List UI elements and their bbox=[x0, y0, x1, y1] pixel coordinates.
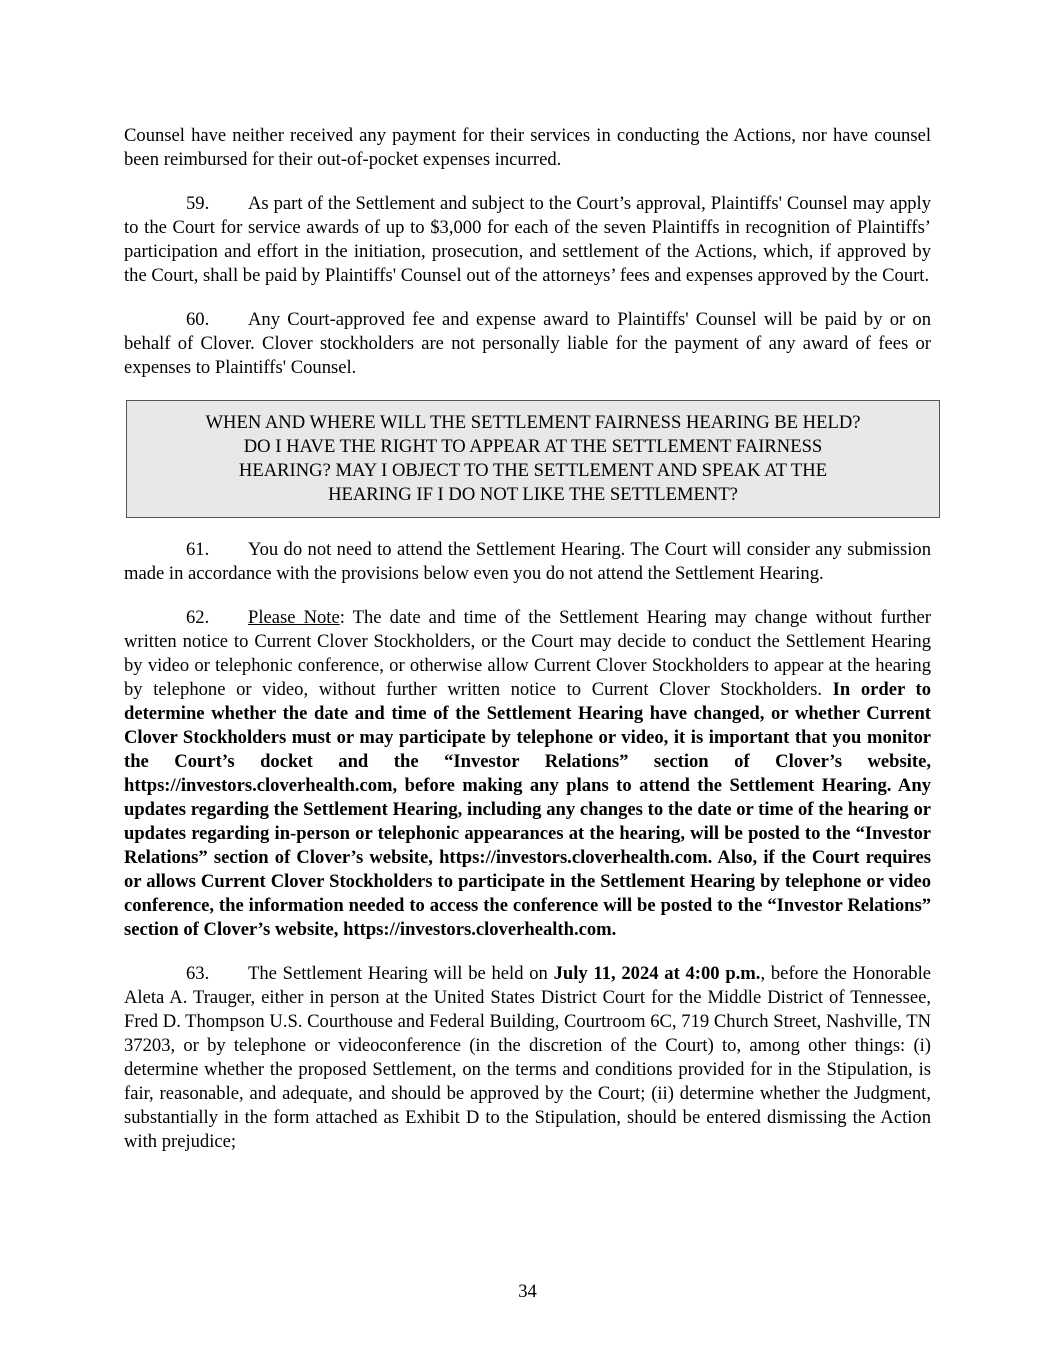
paragraph-text: The Settlement Hearing will be held on bbox=[248, 963, 554, 984]
paragraph-number: 63. bbox=[186, 963, 210, 984]
paragraph-62 bbox=[124, 606, 931, 942]
paragraph-number: 60. bbox=[186, 309, 210, 330]
paragraph-60 bbox=[124, 308, 931, 380]
heading-line: HEARING IF I DO NOT LIKE THE SETTLEMENT? bbox=[328, 484, 738, 505]
paragraph-number: 59. bbox=[186, 193, 210, 214]
document-body bbox=[124, 124, 931, 1154]
paragraph-text: : The date and time of the Settlement Hearing may change without further written notice to Current Clover Stockholders, or the Court may decide to conduct the Settlement Hearing by video or telephonic conference, or otherwise allow Current Clover Stockholders to appear at the hearing by telephone or video, without further written notice to Current Clover Stockholders. bbox=[124, 607, 932, 700]
paragraph-61 bbox=[124, 538, 931, 586]
heading-line: WHEN AND WHERE WILL THE SETTLEMENT FAIRNESS HEARING BE HELD? bbox=[205, 412, 861, 433]
heading-line: DO I HAVE THE RIGHT TO APPEAR AT THE SETTLEMENT FAIRNESS bbox=[243, 436, 823, 457]
paragraph-text: Any Court-approved fee and expense award to Plaintiffs' Counsel will be paid by or on behalf of Clover. Clover stockholders are not personally liable for the payment of any award of fees or expenses to Plaintiffs' Counsel. bbox=[124, 309, 931, 378]
page-number: 34 bbox=[518, 1281, 537, 1302]
paragraph-text: , before the Honorable Aleta A. Trauger, either in person at the United States District Court for the Middle District of Tennessee, Fred D. Thompson U.S. Courthouse and Federal Building, Courtroom 6C, 719 Church Street, Nashville, TN 37203, or by telephone or videoconference (in the discretion of the Court) to, among other things: (i) determine whether the proposed Settlement, on the terms and conditions provided for in the Stipulation, is fair, reasonable, and adequate, and should be approved by the Court; (ii) determine whether the Judgment, substantially in the form attached as Exhibit D to the Stipulation, should be entered dismissing the Action with prejudice; bbox=[124, 963, 931, 1152]
hearing-date: July 11, 2024 at 4:00 p.m. bbox=[553, 963, 761, 984]
continuation-paragraph: Counsel have neither received any payment for their services in conducting the Actions, nor have counsel been reimbursed for their out-of-pocket expenses incurred. bbox=[124, 125, 931, 170]
section-heading-box bbox=[126, 400, 940, 518]
paragraph-63 bbox=[124, 962, 931, 1154]
please-note-label: Please Note bbox=[248, 607, 340, 628]
paragraph-59 bbox=[124, 192, 931, 288]
paragraph-bold-text: In order to determine whether the date and time of the Settlement Hearing have changed, or whether Current Clover Stockholders must or may participate by telephone or video, it is important that you monitor the Court’s docket and the “Investor Relations” section of Clover’s website, https://investors.cloverhealth.com, before making any plans to attend the Settlement Hearing. Any updates regarding the Settlement Hearing, including any changes to the date or time of the hearing or updates regarding in-person or telephonic appearances at the hearing, will be posted to the “Investor Relations” section of Clover’s website, https://investors.cloverhealth.com. Also, if the Court requires or allows Current Clover Stockholders to participate in the Settlement Hearing by telephone or video conference, the information needed to access the conference will be posted to the “Investor Relations” section of Clover’s website, https://investors.cloverhealth.com. bbox=[124, 679, 931, 940]
paragraph-number: 62. bbox=[186, 607, 210, 628]
heading-line: HEARING? MAY I OBJECT TO THE SETTLEMENT AND SPEAK AT THE bbox=[238, 460, 828, 481]
paragraph-text: As part of the Settlement and subject to the Court’s approval, Plaintiffs' Counsel may apply to the Court for service awards of up to $3,000 for each of the seven Plaintiffs in recognition of Plaintiffs’ participation and effort in the initiation, prosecution, and settlement of the Actions, which, if approved by the Court, shall be paid by Plaintiffs' Counsel out of the attorneys’ fees and expenses approved by the Court. bbox=[124, 193, 931, 286]
paragraph-text: You do not need to attend the Settlement Hearing. The Court will consider any submission made in accordance with the provisions below even you do not attend the Settlement Hearing. bbox=[124, 539, 931, 584]
paragraph-number: 61. bbox=[186, 539, 210, 560]
